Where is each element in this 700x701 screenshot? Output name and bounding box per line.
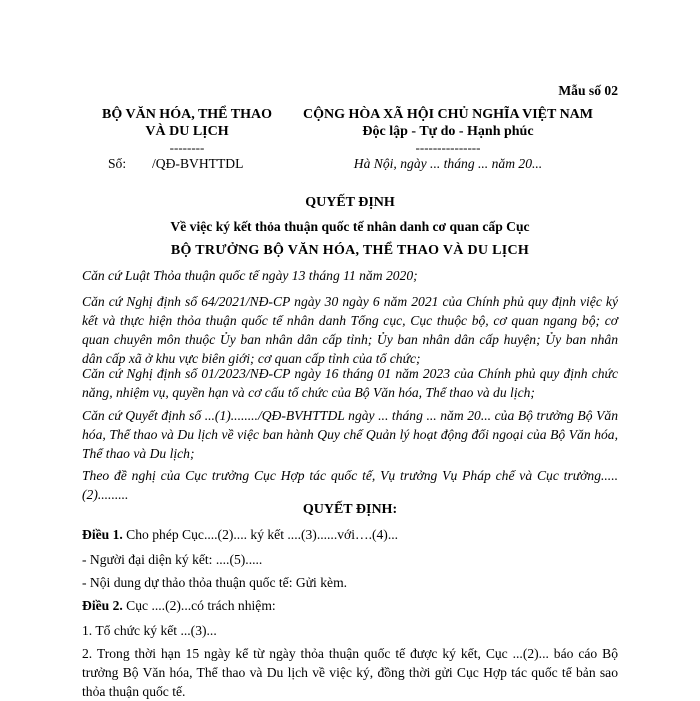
- article-1-item: - Nội dung dự thảo thỏa thuận quốc tế: Gửi kèm.: [82, 575, 348, 590]
- article-1: [82, 525, 618, 544]
- motto: Độc lập - Tự do - Hạnh phúc: [362, 124, 534, 139]
- agency-line-2: VÀ DU LỊCH: [145, 124, 229, 139]
- basis-paragraph: Theo đề nghị của Cục trưởng Cục Hợp tác quốc tế, Vụ trưởng Vụ Pháp chế và Cục trưởng..... (2).........: [82, 468, 618, 502]
- article-2-item: 1. Tổ chức ký kết ...(3)...: [82, 623, 217, 638]
- nation-name: CỘNG HÒA XÃ HỘI CHỦ NGHĨA VIỆT NAM: [302, 107, 593, 122]
- article-2-text: Cục ....(2)...có trách nhiệm:: [122, 598, 276, 613]
- basis-paragraph: Căn cứ Nghị định số 64/2021/NĐ-CP ngày 30 ngày 6 năm 2021 của Chính phủ quy định việc ký kết và thực hiện thỏa thuận quốc tế nhân danh Tổng cục, Cục thuộc bộ, cơ quan ngang bộ; cơ quan chuyên môn thuộc Ủy ban nhân dân cấp tỉnh; Ủy ban nhân dân cấp huyện; Ủy ban nhân dân cấp xã ở khu vực biên giới; cơ quan cấp tỉnh của tổ chức;: [82, 294, 618, 366]
- article-1-label: Điều 1.: [82, 527, 123, 542]
- agency-line-1: BỘ VĂN HÓA, THỂ THAO: [102, 107, 272, 122]
- basis-paragraph: Căn cứ Nghị định số 01/2023/NĐ-CP ngày 16 tháng 01 năm 2023 của Chính phủ quy định chức năng, nhiệm vụ, quyền hạn và cơ cấu tổ chức của Bộ Văn hóa, Thể thao và du lịch;: [82, 366, 618, 400]
- article-2: [82, 596, 618, 615]
- basis-paragraph: Căn cứ Quyết định số ...(1)......../QĐ-BVHTTDL ngày ... tháng ... năm 20... của Bộ trưởng Bộ Văn hóa, Thể thao và Du lịch về việc ban hành Quy chế Quản lý hoạt động đối ngoại của Bộ Văn hóa, Thể thao và Du lịch;: [82, 408, 618, 461]
- basis-paragraph: Căn cứ Luật Thỏa thuận quốc tế ngày 13 tháng 11 năm 2020;: [82, 268, 418, 283]
- doc-type-title: QUYẾT ĐỊNH: [305, 195, 395, 210]
- agency-name: [82, 106, 292, 155]
- number-label: Số:: [108, 156, 127, 171]
- issuing-authority: BỘ TRƯỞNG BỘ VĂN HÓA, THỂ THAO VÀ DU LỊCH: [170, 243, 530, 258]
- nation-header: [286, 106, 610, 155]
- article-2-item: 2. Trong thời hạn 15 ngày kể từ ngày thỏa thuận quốc tế được ký kết, Cục ...(2)... báo cáo Bộ trưởng Bộ Văn hóa, Thể thao và Du lịch về việc ký, đồng thời gửi Cục Hợp tác quốc tế bản sao thỏa thuận quốc tế.: [82, 646, 618, 699]
- number-suffix: /QĐ-BVHTTDL: [152, 156, 244, 171]
- article-1-text: Cho phép Cục....(2).... ký kết ....(3)......với….(4)...: [122, 527, 399, 542]
- article-1-item: - Người đại diện ký kết: ....(5).....: [82, 552, 263, 567]
- agency-divider: --------: [169, 140, 205, 155]
- motto-divider: ---------------: [415, 140, 481, 155]
- doc-subject: Về việc ký kết thỏa thuận quốc tế nhân danh cơ quan cấp Cục: [170, 219, 530, 234]
- article-2-label: Điều 2.: [82, 598, 123, 613]
- place-date: Hà Nội, ngày ... tháng ... năm 20...: [353, 156, 543, 171]
- decision-heading: QUYẾT ĐỊNH:: [302, 502, 398, 517]
- form-number: Mẫu số 02: [558, 83, 618, 98]
